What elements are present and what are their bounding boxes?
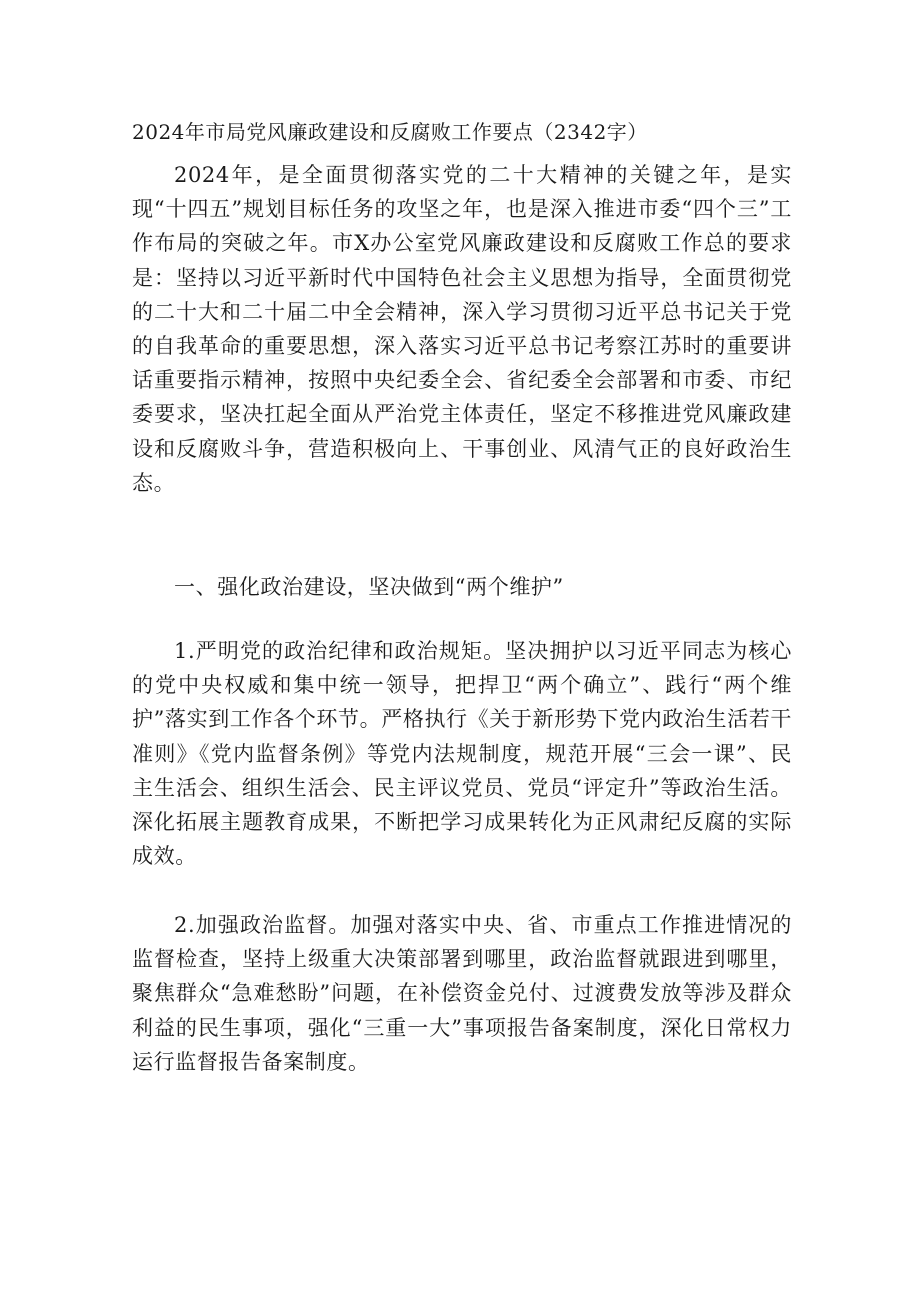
document-title: 2024年市局党风廉政建设和反腐败工作要点（2342字） [132, 120, 648, 144]
intro-paragraph: 2024年，是全面贯彻落实党的二十大精神的关键之年，是实现“十四五”规划目标任务的攻坚之年，也是深入推进市委“四个三”工作布局的突破之年。市X办公室党风廉政建设和反腐败工作总的要求是：坚持以习近平新时代中国特色社会主义思想为指导，全面贯彻党的二十大和二十届二中全会精神，深入学习贯彻习近平总书记关于党的自我革命的重要思想，深入落实习近平总书记考察江苏时的重要讲话重要指示精神，按照中央纪委全会、省纪委全会部署和市委、市纪委要求，坚决扛起全面从严治党主体责任，坚定不移推进党风廉政建设和反腐败斗争，营造积极向上、干事创业、风清气正的良好政治生态。 [132, 163, 792, 495]
item-paragraph-1: 1.严明党的政治纪律和政治规矩。坚决拥护以习近平同志为核心的党中央权威和集中统一领导，把捍卫“两个确立”、践行“两个维护”落实到工作各个环节。严格执行《关于新形势下党内政治生活若干准则》《党内监督条例》等党内法规制度，规范开展“三会一课”、民主生活会、组织生活会、民主评议党员、党员“评定升”等政治生活。深化拓展主题教育成果，不断把学习成果转化为正风肃纪反腐的实际成效。 [132, 639, 792, 869]
item-paragraph-2: 2.加强政治监督。加强对落实中央、省、市重点工作推进情况的监督检查，坚持上级重大决策部署到哪里，政治监督就跟进到哪里，聚焦群众“急难愁盼”问题，在补偿资金兑付、过渡费发放等涉及群众利益的民生事项，强化“三重一大”事项报告备案制度，深化日常权力运行监督报告备案制度。 [132, 913, 792, 1074]
section-heading-1: 一、强化政治建设，坚决做到“两个维护” [174, 575, 564, 599]
